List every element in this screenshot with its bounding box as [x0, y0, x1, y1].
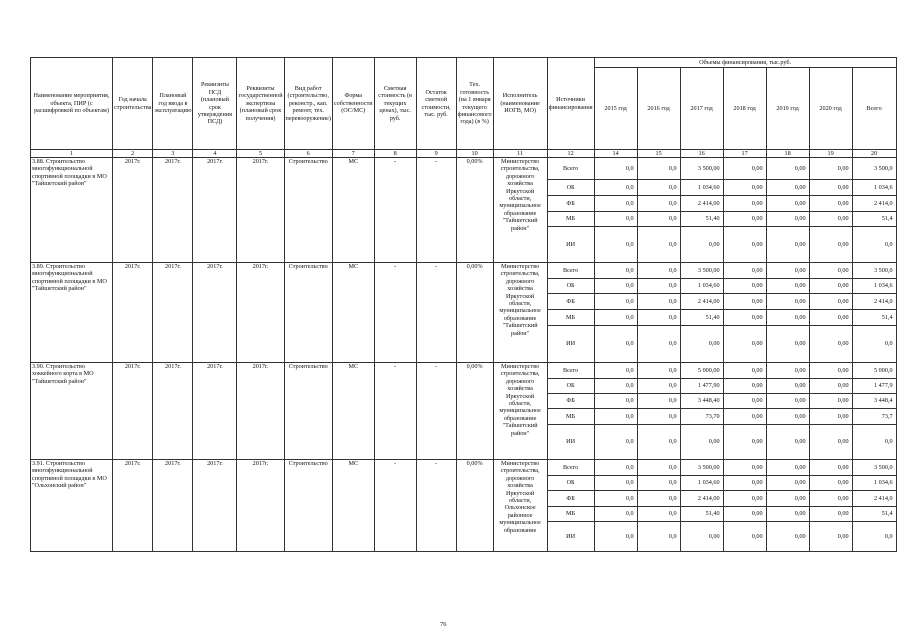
planned-year: 2017г. [153, 263, 193, 363]
header-year: 2020 год [809, 68, 852, 150]
funding-value: 0,00 [809, 460, 852, 476]
readiness: 0,00% [456, 363, 493, 460]
funding-value: 51,40 [680, 212, 723, 227]
funding-value: 0,00 [766, 363, 809, 379]
funding-source: ОБ [547, 476, 594, 491]
funding-value: 2 414,0 [852, 294, 896, 310]
funding-value: 0,00 [680, 522, 723, 552]
column-number: 8 [374, 150, 416, 158]
funding-value: 0,00 [723, 310, 766, 326]
work-type: Строительство [284, 460, 332, 552]
funding-value: 0,0 [852, 227, 896, 263]
column-number: 10 [456, 150, 493, 158]
executor: Министерство строительства, дорожного хозяйства Иркутской области, Ольхонское районное муниципальное образование [493, 460, 547, 552]
funding-value: 0,00 [723, 476, 766, 491]
psd-date: 2017г. [193, 460, 237, 552]
header-readiness: Тех. готовность (на 1 января текущего финансового года) (в %) [456, 58, 493, 150]
funding-value: 0,00 [766, 294, 809, 310]
funding-value: 0,00 [766, 227, 809, 263]
column-number: 19 [809, 150, 852, 158]
expertise-date: 2017г. [237, 363, 284, 460]
page-number: 76 [440, 621, 447, 628]
funding-value: 0,00 [766, 279, 809, 294]
funding-value: 0,00 [809, 394, 852, 409]
funding-value: 0,00 [809, 158, 852, 180]
column-number: 7 [332, 150, 374, 158]
funding-value: 2 414,0 [852, 491, 896, 507]
funding-value: 2 414,00 [680, 491, 723, 507]
psd-date: 2017г. [193, 263, 237, 363]
funding-value: 0,0 [637, 227, 680, 263]
funding-value: 0,0 [637, 522, 680, 552]
funding-value: 3 500,00 [680, 158, 723, 180]
funding-value: 3 500,0 [852, 263, 896, 279]
funding-value: 0,00 [766, 476, 809, 491]
funding-value: 0,0 [594, 180, 637, 196]
column-number: 20 [852, 150, 896, 158]
psd-date: 2017г. [193, 158, 237, 263]
funding-value: 3 500,0 [852, 460, 896, 476]
funding-value: 0,0 [637, 507, 680, 522]
funding-value: 0,00 [723, 212, 766, 227]
header-funding-volume: Объемы финансирования, тыс.руб. [594, 58, 896, 68]
header-planned-year: Плановый год ввода в эксплуатацию [153, 58, 193, 150]
funding-value: 0,0 [637, 212, 680, 227]
funding-value: 0,0 [637, 294, 680, 310]
funding-value: 0,0 [637, 425, 680, 460]
funding-value: 0,00 [809, 409, 852, 425]
funding-value: 0,0 [594, 310, 637, 326]
remaining-cost: - [416, 460, 456, 552]
funding-value: 0,00 [723, 227, 766, 263]
funding-value: 0,0 [637, 310, 680, 326]
funding-source: ФБ [547, 394, 594, 409]
header-remaining-cost: Остаток сметной стоимости, тыс. руб. [416, 58, 456, 150]
funding-source: ИИ [547, 522, 594, 552]
object-name: 3.91. Строительство многофункциональной спортивной площадки в МО "Ольхонский район" [31, 460, 113, 552]
funding-value: 0,00 [680, 227, 723, 263]
column-number: 3 [153, 150, 193, 158]
object-name: 3.88. Строительство многофункциональной спортивной площадки в МО "Тайшетский район" [31, 158, 113, 263]
header-year: 2015 год [594, 68, 637, 150]
funding-source: ФБ [547, 294, 594, 310]
column-number: 2 [113, 150, 153, 158]
header-year: 2017 год [680, 68, 723, 150]
funding-source: ИИ [547, 326, 594, 363]
funding-source: Всего [547, 263, 594, 279]
funding-value: 0,0 [637, 409, 680, 425]
funding-source: ОБ [547, 279, 594, 294]
start-year: 2017г. [113, 263, 153, 363]
funding-value: 0,0 [594, 460, 637, 476]
funding-value: 0,0 [594, 476, 637, 491]
readiness: 0,00% [456, 263, 493, 363]
funding-source: ФБ [547, 196, 594, 212]
funding-value: 1 034,60 [680, 279, 723, 294]
funding-value: 0,00 [809, 310, 852, 326]
estimated-cost: - [374, 460, 416, 552]
funding-value: 0,00 [809, 263, 852, 279]
funding-value: 0,00 [723, 279, 766, 294]
header-executor: Исполнитель (наименование ИОГВ, МО) [493, 58, 547, 150]
ownership: МС [332, 158, 374, 263]
planned-year: 2017г. [153, 363, 193, 460]
funding-value: 3 448,4 [852, 394, 896, 409]
funding-value: 3 500,0 [852, 158, 896, 180]
funding-value: 0,00 [766, 212, 809, 227]
funding-value: 0,0 [637, 180, 680, 196]
funding-value: 0,0 [594, 196, 637, 212]
start-year: 2017г. [113, 460, 153, 552]
funding-value: 0,00 [766, 491, 809, 507]
header-expertise: Реквизиты государственной экспертизы (плановый срок получения) [237, 58, 284, 150]
column-number: 6 [284, 150, 332, 158]
funding-value: 0,0 [594, 227, 637, 263]
header-ownership: Форма собственности (ОС/МС) [332, 58, 374, 150]
planned-year: 2017г. [153, 158, 193, 263]
executor: Министерство строительства, дорожного хозяйства Иркутской области, муниципальное образование "Тайшетский район" [493, 158, 547, 263]
funding-value: 0,0 [637, 394, 680, 409]
funding-value: 0,0 [594, 507, 637, 522]
funding-value: 0,0 [594, 425, 637, 460]
start-year: 2017г. [113, 158, 153, 263]
funding-value: 0,0 [594, 263, 637, 279]
funding-value: 0,00 [723, 425, 766, 460]
funding-value: 0,00 [809, 379, 852, 394]
planned-year: 2017г. [153, 460, 193, 552]
column-number: 15 [637, 150, 680, 158]
funding-value: 0,00 [809, 279, 852, 294]
funding-value: 73,70 [680, 409, 723, 425]
funding-value: 0,0 [594, 294, 637, 310]
column-number: 11 [493, 150, 547, 158]
funding-value: 73,7 [852, 409, 896, 425]
readiness: 0,00% [456, 158, 493, 263]
funding-value: 0,00 [723, 491, 766, 507]
remaining-cost: - [416, 263, 456, 363]
column-number: 16 [680, 150, 723, 158]
funding-value: 0,00 [766, 326, 809, 363]
funding-value: 0,00 [723, 363, 766, 379]
funding-value: 0,00 [809, 180, 852, 196]
column-number: 5 [237, 150, 284, 158]
funding-value: 0,00 [723, 263, 766, 279]
remaining-cost: - [416, 363, 456, 460]
funding-value: 0,00 [809, 522, 852, 552]
funding-source: МБ [547, 310, 594, 326]
funding-value: 5 000,00 [680, 363, 723, 379]
funding-value: 0,00 [766, 158, 809, 180]
funding-value: 0,00 [766, 394, 809, 409]
executor: Министерство строительства, дорожного хозяйства Иркутской области, муниципальное образование "Тайшетский район" [493, 363, 547, 460]
funding-value: 0,00 [809, 227, 852, 263]
funding-value: 0,00 [766, 196, 809, 212]
funding-value: 1 034,6 [852, 180, 896, 196]
funding-value: 3 500,00 [680, 263, 723, 279]
work-type: Строительство [284, 158, 332, 263]
funding-value: 0,00 [766, 310, 809, 326]
funding-value: 51,4 [852, 310, 896, 326]
table-row [31, 460, 897, 476]
funding-value: 1 034,6 [852, 476, 896, 491]
funding-value: 0,0 [637, 263, 680, 279]
expertise-date: 2017г. [237, 263, 284, 363]
funding-value: 0,00 [723, 409, 766, 425]
funding-value: 0,00 [723, 522, 766, 552]
funding-value: 1 477,9 [852, 379, 896, 394]
funding-source: Всего [547, 363, 594, 379]
table-row [31, 363, 897, 379]
estimated-cost: - [374, 263, 416, 363]
funding-value: 0,00 [723, 507, 766, 522]
funding-value: 51,40 [680, 507, 723, 522]
executor: Министерство строительства, дорожного хозяйства Иркутской области, муниципальное образование "Тайшетский район" [493, 263, 547, 363]
funding-value: 0,0 [594, 394, 637, 409]
funding-value: 2 414,00 [680, 196, 723, 212]
work-type: Строительство [284, 363, 332, 460]
funding-value: 0,0 [594, 409, 637, 425]
funding-value: 0,00 [723, 326, 766, 363]
readiness: 0,00% [456, 460, 493, 552]
object-name: 3.90. Строительство хоккейного корта в МО "Тайшетский район" [31, 363, 113, 460]
funding-value: 0,0 [637, 326, 680, 363]
funding-value: 0,00 [723, 394, 766, 409]
header-year: 2018 год [723, 68, 766, 150]
funding-value: 0,00 [723, 196, 766, 212]
table-row [31, 158, 897, 180]
funding-value: 0,00 [766, 522, 809, 552]
funding-value: 2 414,00 [680, 294, 723, 310]
column-number: 17 [723, 150, 766, 158]
expertise-date: 2017г. [237, 158, 284, 263]
funding-source: МБ [547, 212, 594, 227]
funding-value: 0,0 [637, 491, 680, 507]
funding-value: 0,0 [637, 379, 680, 394]
funding-value: 0,00 [723, 180, 766, 196]
header-year: Всего [852, 68, 896, 150]
funding-value: 3 500,00 [680, 460, 723, 476]
column-number: 12 [547, 150, 594, 158]
work-type: Строительство [284, 263, 332, 363]
funding-value: 0,0 [637, 196, 680, 212]
funding-source: МБ [547, 507, 594, 522]
object-name: 3.89. Строительство многофункциональной спортивной площадки в МО "Тайшетский район" [31, 263, 113, 363]
header-start-year: Год начала строительства [113, 58, 153, 150]
table-row [31, 263, 897, 279]
remaining-cost: - [416, 158, 456, 263]
funding-value: 0,0 [852, 326, 896, 363]
funding-value: 0,0 [637, 476, 680, 491]
funding-source: ИИ [547, 227, 594, 263]
funding-value: 0,0 [637, 158, 680, 180]
funding-value: 0,00 [766, 379, 809, 394]
ownership: МС [332, 363, 374, 460]
funding-source: ФБ [547, 491, 594, 507]
funding-value: 0,00 [809, 491, 852, 507]
funding-value: 0,00 [809, 363, 852, 379]
header-work-type: Вид работ (строительство, реконстр., кап. ремонт, тех. перевооружение) [284, 58, 332, 150]
funding-source: Всего [547, 460, 594, 476]
start-year: 2017г. [113, 363, 153, 460]
funding-value: 0,00 [766, 409, 809, 425]
funding-value: 1 034,60 [680, 180, 723, 196]
funding-value: 0,00 [766, 425, 809, 460]
funding-source: ОБ [547, 180, 594, 196]
funding-source: МБ [547, 409, 594, 425]
header-estimated-cost: Сметная стоимость (в текущих ценах), тыс. руб. [374, 58, 416, 150]
ownership: МС [332, 460, 374, 552]
funding-value: 5 000,0 [852, 363, 896, 379]
funding-value: 0,00 [723, 379, 766, 394]
column-number: 4 [193, 150, 237, 158]
estimated-cost: - [374, 363, 416, 460]
funding-value: 0,0 [594, 522, 637, 552]
funding-value: 0,0 [637, 460, 680, 476]
estimated-cost: - [374, 158, 416, 263]
funding-value: 0,0 [594, 279, 637, 294]
expertise-date: 2017г. [237, 460, 284, 552]
funding-value: 0,00 [723, 294, 766, 310]
header-year: 2019 год [766, 68, 809, 150]
funding-value: 0,0 [594, 212, 637, 227]
funding-value: 0,0 [594, 363, 637, 379]
psd-date: 2017г. [193, 363, 237, 460]
funding-source: Всего [547, 158, 594, 180]
header-name: Наименование мероприятия, объекта, ПИР (с расшифровкой по объектам) [31, 58, 113, 150]
financing-table [30, 57, 897, 552]
funding-value: 3 448,40 [680, 394, 723, 409]
funding-value: 0,00 [809, 212, 852, 227]
column-number: 1 [31, 150, 113, 158]
ownership: МС [332, 263, 374, 363]
funding-value: 0,0 [852, 425, 896, 460]
funding-value: 0,0 [594, 491, 637, 507]
funding-value: 0,00 [723, 158, 766, 180]
funding-value: 51,4 [852, 507, 896, 522]
funding-value: 0,00 [809, 326, 852, 363]
funding-value: 0,0 [637, 279, 680, 294]
funding-source: ИИ [547, 425, 594, 460]
header-psd: Реквизиты ПСД (плановый срок утверждения ПСД) [193, 58, 237, 150]
funding-value: 0,00 [766, 507, 809, 522]
column-number: 14 [594, 150, 637, 158]
funding-value: 0,0 [594, 158, 637, 180]
funding-value: 0,0 [637, 363, 680, 379]
funding-value: 1 034,6 [852, 279, 896, 294]
funding-value: 0,00 [809, 507, 852, 522]
funding-value: 0,00 [809, 294, 852, 310]
funding-value: 0,00 [680, 326, 723, 363]
funding-value: 0,00 [809, 476, 852, 491]
funding-value: 51,4 [852, 212, 896, 227]
header-year: 2016 год [637, 68, 680, 150]
funding-value: 0,00 [766, 263, 809, 279]
funding-value: 51,40 [680, 310, 723, 326]
column-number: 9 [416, 150, 456, 158]
funding-value: 0,00 [809, 196, 852, 212]
funding-value: 0,0 [594, 379, 637, 394]
funding-value: 0,00 [766, 180, 809, 196]
funding-value: 1 034,60 [680, 476, 723, 491]
column-number: 18 [766, 150, 809, 158]
funding-source: ОБ [547, 379, 594, 394]
header-source: Источники финансирования [547, 58, 594, 150]
funding-value: 0,0 [594, 326, 637, 363]
funding-value: 0,00 [766, 460, 809, 476]
funding-value: 0,00 [809, 425, 852, 460]
funding-value: 0,00 [680, 425, 723, 460]
funding-value: 1 477,90 [680, 379, 723, 394]
funding-value: 2 414,0 [852, 196, 896, 212]
funding-value: 0,00 [723, 460, 766, 476]
funding-value: 0,0 [852, 522, 896, 552]
